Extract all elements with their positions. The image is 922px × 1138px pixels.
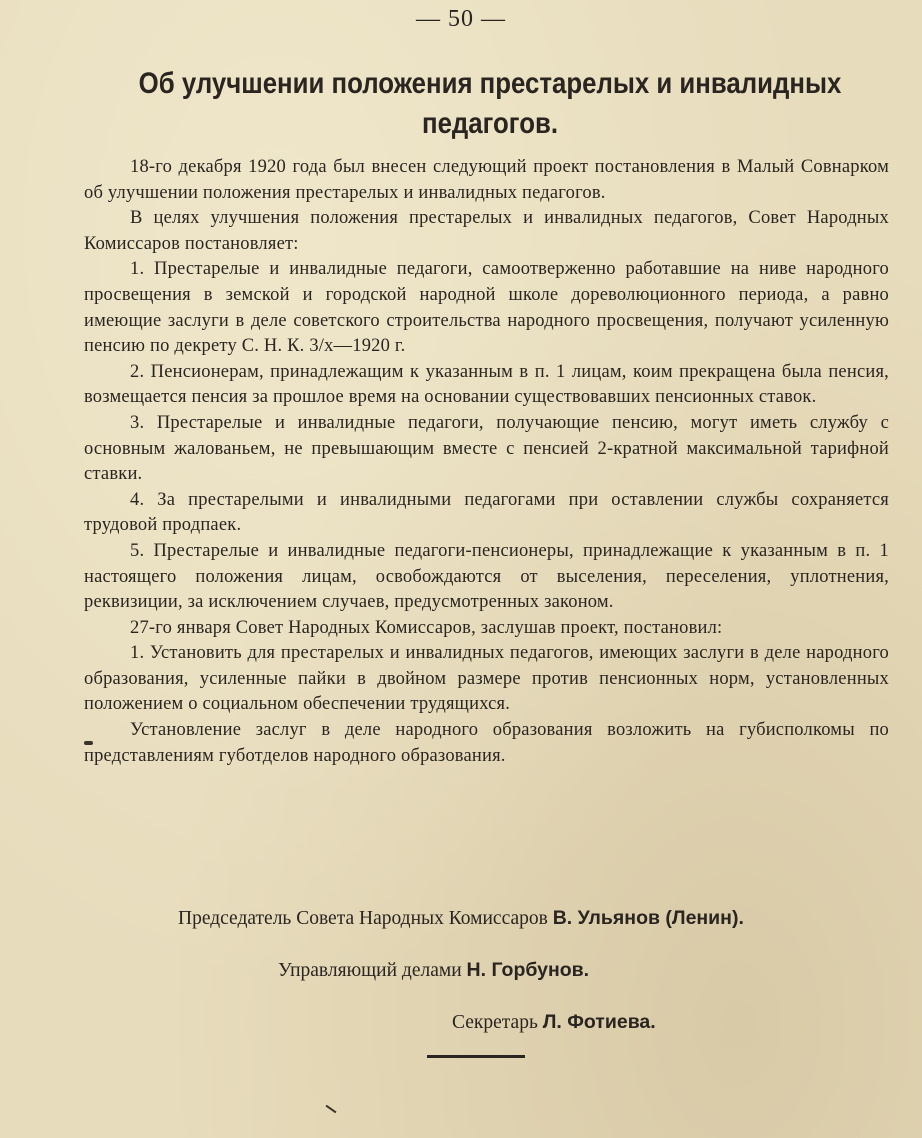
document-body — [84, 155, 889, 769]
signature-secretary-title: Секретарь — [452, 1012, 538, 1033]
ink-spot — [84, 741, 93, 745]
paragraph-decision-item-1: 1. Установить для престарелых и инвалидных педагогов, имеющих заслуги в деле народного образования, усиленные пайки в двойном размере против пенсионных норм, установленных положением о социальном обеспечении трудящихся. — [84, 643, 889, 715]
signature-secretary-name: Л. Фотиева. — [542, 1011, 656, 1033]
closing-rule — [427, 1055, 525, 1058]
ink-scratch — [326, 1105, 337, 1114]
signature-manager-title: Управляющий делами — [278, 960, 462, 981]
signature-chair-name: В. Ульянов (Ленин). — [552, 907, 744, 929]
signature-manager — [278, 959, 589, 982]
paragraph-preamble: В целях улучшения положения престарелых и инвалидных педагогов, Совет Народных Комиссаров постановляет: — [84, 208, 889, 254]
document-title — [120, 64, 860, 144]
title-line-1: Об улучшении положения престарелых и инвалидных — [138, 67, 842, 100]
page-number: — 50 — — [416, 6, 506, 32]
signature-manager-name: Н. Горбунов. — [466, 959, 590, 981]
signature-secretary — [452, 1011, 656, 1034]
paragraph-item-1: 1. Престарелые и инвалидные педагоги, самоотверженно работавшие на ниве народного просвещения в земской и городской народной школе дореволюционного периода, а равно имеющие заслуги в деле советского строительства народного просвещения, получают усиленную пенсию по декрету С. Н. К. 3/х—1920 г. — [84, 259, 889, 357]
paragraph-decision: 27-го января Совет Народных Комиссаров, заслушав проект, постановил: — [130, 617, 723, 638]
paragraph-intro: 18-го декабря 1920 года был внесен следующий проект постановления в Малый Совнарком об улучшении положения престарелых и инвалидных педагогов. — [84, 157, 889, 203]
paragraph-item-2: 2. Пенсионерам, принадлежащим к указанным в п. 1 лицам, коим прекращена была пенсия, возмещается пенсия за прошлое время на основании существовавших пенсионных ставок. — [84, 361, 889, 408]
paragraph-item-5: 5. Престарелые и инвалидные педагоги-пенсионеры, принадлежащие к указанным в п. 1 настоящего положения лицам, освобождаются от выселения, переселения, уплотнения, реквизиции, за исключением случаев, предусмотренных законом. — [84, 540, 889, 613]
paragraph-item-3: 3. Престарелые и инвалидные педагоги, получающие пенсию, могут иметь службу с основным жалованьем, не превышающим вместе с пенсией 2-кратной максимальной тарифной ставки. — [84, 412, 889, 485]
signature-chair — [178, 907, 744, 930]
title-line-2: педагогов. — [421, 107, 559, 140]
paragraph-item-4: 4. За престарелыми и инвалидными педагогами при оставлении службы сохраняется трудовой продпаек. — [84, 489, 889, 536]
paragraph-conclusion: Установление заслуг в деле народного образования возложить на губисполкомы по представлениям губотделов народного образования. — [84, 720, 889, 766]
signature-chair-title: Председатель Совета Народных Комиссаров — [178, 908, 548, 929]
